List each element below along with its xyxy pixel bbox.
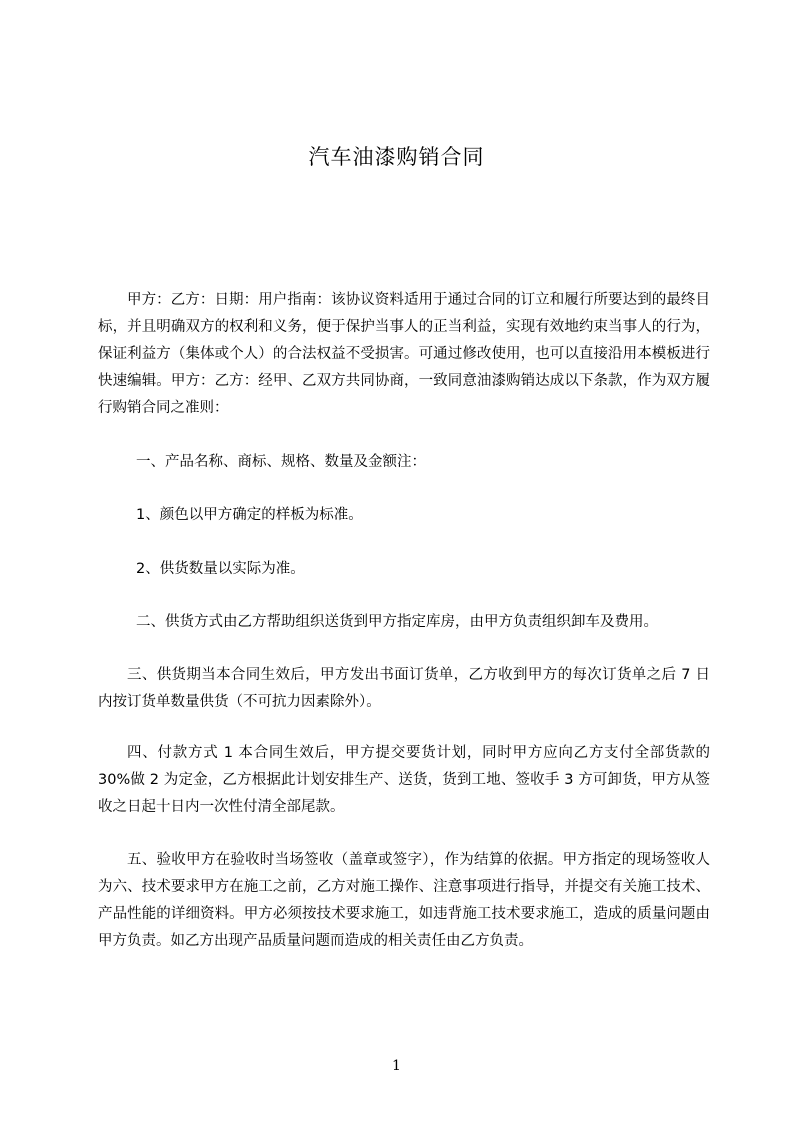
section-1-heading: 一、产品名称、商标、规格、数量及金额注： — [136, 454, 426, 470]
document-title: 汽车油漆购销合同 — [308, 145, 485, 169]
section-4-paragraph: 四、付款方式 1 本合同生效后，甲方提交要货计划，同时甲方应向乙方支付全部货款的 30%做 2 为定金，乙方根据此计划安排生产、送货，货到工地、签收手 3 方可卸货，甲方从签收之日起十日内一次性付清全部尾款。 — [98, 745, 710, 815]
section-5-paragraph: 五、验收甲方在验收时当场签收（盖章或签字），作为结算的依据。甲方指定的现场签收人为六、技术要求甲方在施工之前，乙方对施工操作、注意事项进行指导，并提交有关施工技术、产品性能的详细资料。甲方必须按技术要求施工，如违背施工技术要求施工，造成的质量问题由甲方负责。如乙方出现产品质量问题而造成的相关责任由乙方负责。 — [98, 852, 710, 949]
section-1-item-2: 2、供货数量以实际为准。 — [136, 561, 305, 577]
section-3-paragraph: 三、供货期当本合同生效后，甲方发出书面订货单，乙方收到甲方的每次订货单之后 7 日内按订货单数量供货（不可抗力因素除外）。 — [98, 667, 710, 710]
section-1-item-1: 1、颜色以甲方确定的样板为标准。 — [136, 507, 363, 523]
section-2-paragraph: 二、供货方式由乙方帮助组织送货到甲方指定库房，由甲方负责组织卸车及费用。 — [136, 614, 658, 630]
intro-paragraph: 甲方：乙方：日期：用户指南：该协议资料适用于通过合同的订立和履行所要达到的最终目标，并且明确双方的权利和义务，便于保护当事人的正当利益，实现有效地约束当事人的行为，保证利益方（集体或个人）的合法权益不受损害。可通过修改使用，也可以直接沿用本模板进行快速编辑。甲方：乙方：经甲、乙双方共同协商，一致同意油漆购销达成以下条款，作为双方履行购销合同之准则： — [98, 292, 710, 416]
page-number: 1 — [392, 1058, 401, 1074]
